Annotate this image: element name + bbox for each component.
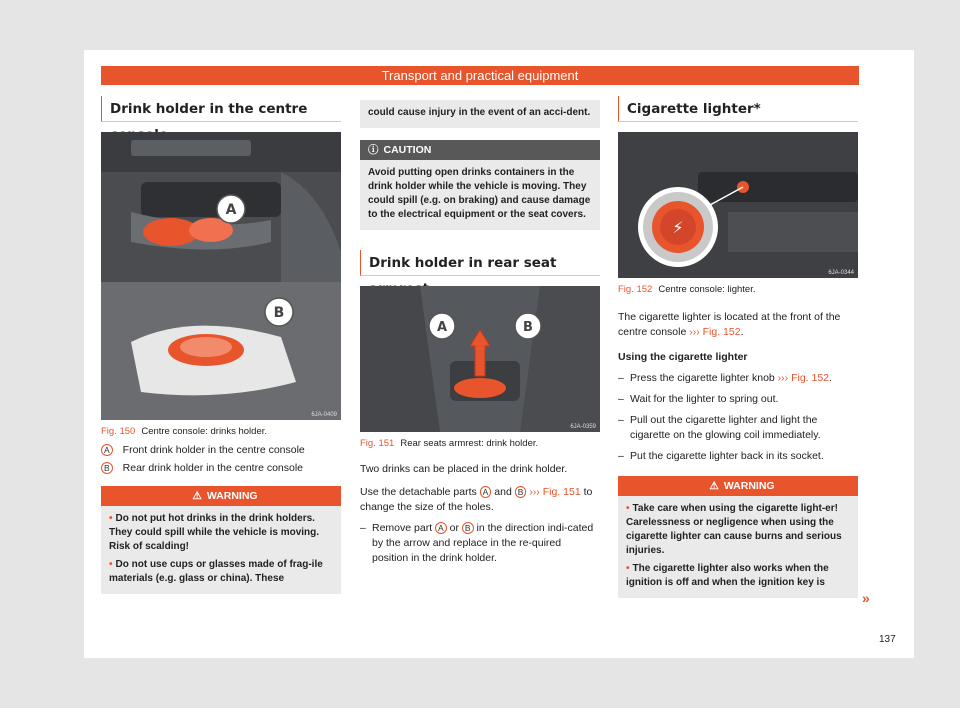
figure-caption: Fig. 150 Centre console: drinks holder.: [101, 426, 268, 437]
figure-caption: Fig. 151 Rear seats armrest: drink holder.: [360, 438, 539, 449]
step-item: – Pull out the cigarette lighter and light the cigarette on the glowing coil immediately.: [618, 414, 821, 441]
callout-b: B: [273, 305, 285, 321]
warning-header: ⚠ WARNING: [101, 486, 341, 506]
figure-151: [360, 286, 600, 432]
warning-item: • Do not use cups or glasses made of frag-ile materials (e.g. glass or china). These: [109, 559, 323, 584]
warning-item: • Do not put hot drinks in the drink holders. They could spill while the vehicle is moving. Risk of scalding!: [109, 513, 320, 552]
rear-armrest-illustration: [360, 286, 600, 432]
section-title-centre-console: Drink holder in the centre: [101, 96, 341, 122]
page-number: 137: [879, 634, 896, 645]
step-item: – Remove part A or B in the direction indi-cated by the arrow and replace in the re-quired position in the drink holder.: [360, 522, 594, 564]
caution-header: ⓘ CAUTION: [360, 140, 600, 160]
section-title-rear-armrest: Drink holder in rear seat: [360, 250, 600, 276]
lighter-icon: ⚡: [672, 218, 684, 237]
callout-a: A: [436, 320, 448, 335]
warning-item: • The cigarette lighter also works when the ignition is off and when the ignition key is: [626, 563, 829, 588]
figure-code: 6JA-0409: [311, 412, 337, 418]
centre-console-illustration: [101, 132, 341, 420]
warning-item: • Take care when using the cigarette light-er! Carelessness or negligence when using the cigarette lighter can cause burns and serious injuries.: [626, 503, 842, 556]
figure-152: [618, 132, 858, 278]
legend-item-a: A Front drink holder in the centre console: [101, 444, 341, 456]
figure-150: [101, 132, 341, 420]
step-item: – Press the cigarette lighter knob ››› Fig. 152.: [618, 372, 832, 384]
info-circle-icon: ⓘ: [368, 144, 379, 156]
column-right: [618, 96, 858, 598]
figure-caption: Fig. 152 Centre console: lighter.: [618, 284, 756, 295]
figure-reference-link[interactable]: ››› Fig. 152: [777, 372, 830, 384]
callout-a: A: [225, 202, 237, 218]
warning-triangle-icon: ⚠: [192, 490, 202, 502]
page-header: Transport and practical equipment: [101, 66, 859, 85]
subheading: Using the cigarette lighter: [618, 351, 748, 363]
step-item: – Put the cigarette lighter back in its socket.: [618, 450, 824, 462]
column-left: [101, 96, 341, 594]
paragraph: The cigarette lighter is located at the front of the centre console ››› Fig. 152.: [618, 311, 841, 338]
warning-continued-box: could cause injury in the event of an acci-dent.: [360, 100, 600, 128]
figure-reference-link[interactable]: ››› Fig. 152: [689, 326, 741, 338]
warning-header: ⚠ WARNING: [618, 476, 858, 496]
warning-triangle-icon: ⚠: [709, 480, 719, 492]
figure-code: 6JA-0359: [570, 424, 596, 430]
cigarette-lighter-illustration: [618, 132, 858, 278]
figure-code: 6JA-0344: [828, 270, 854, 276]
continued-arrow-icon: »: [862, 590, 870, 606]
paragraph: Two drinks can be placed in the drink holder.: [360, 463, 568, 475]
warning-box: [101, 486, 341, 594]
figure-reference-link[interactable]: ››› Fig. 151: [529, 486, 581, 498]
callout-b: B: [523, 320, 533, 335]
column-middle: [360, 96, 600, 566]
warning-box: [618, 476, 858, 598]
step-item: – Wait for the lighter to spring out.: [618, 393, 779, 405]
legend-item-b: B Rear drink holder in the centre console: [101, 462, 341, 474]
section-title-cigarette-lighter: Cigarette lighter*: [618, 96, 858, 122]
paragraph: Use the detachable parts A and B ››› Fig. 151 to change the size of the holes.: [360, 486, 593, 513]
caution-box: ⓘ CAUTION Avoid putting open drinks containers in the drink holder while the vehicle is moving. They could spill (e.g. on braking) and cause damage to the electrical equipment or the seat covers.: [360, 140, 600, 230]
